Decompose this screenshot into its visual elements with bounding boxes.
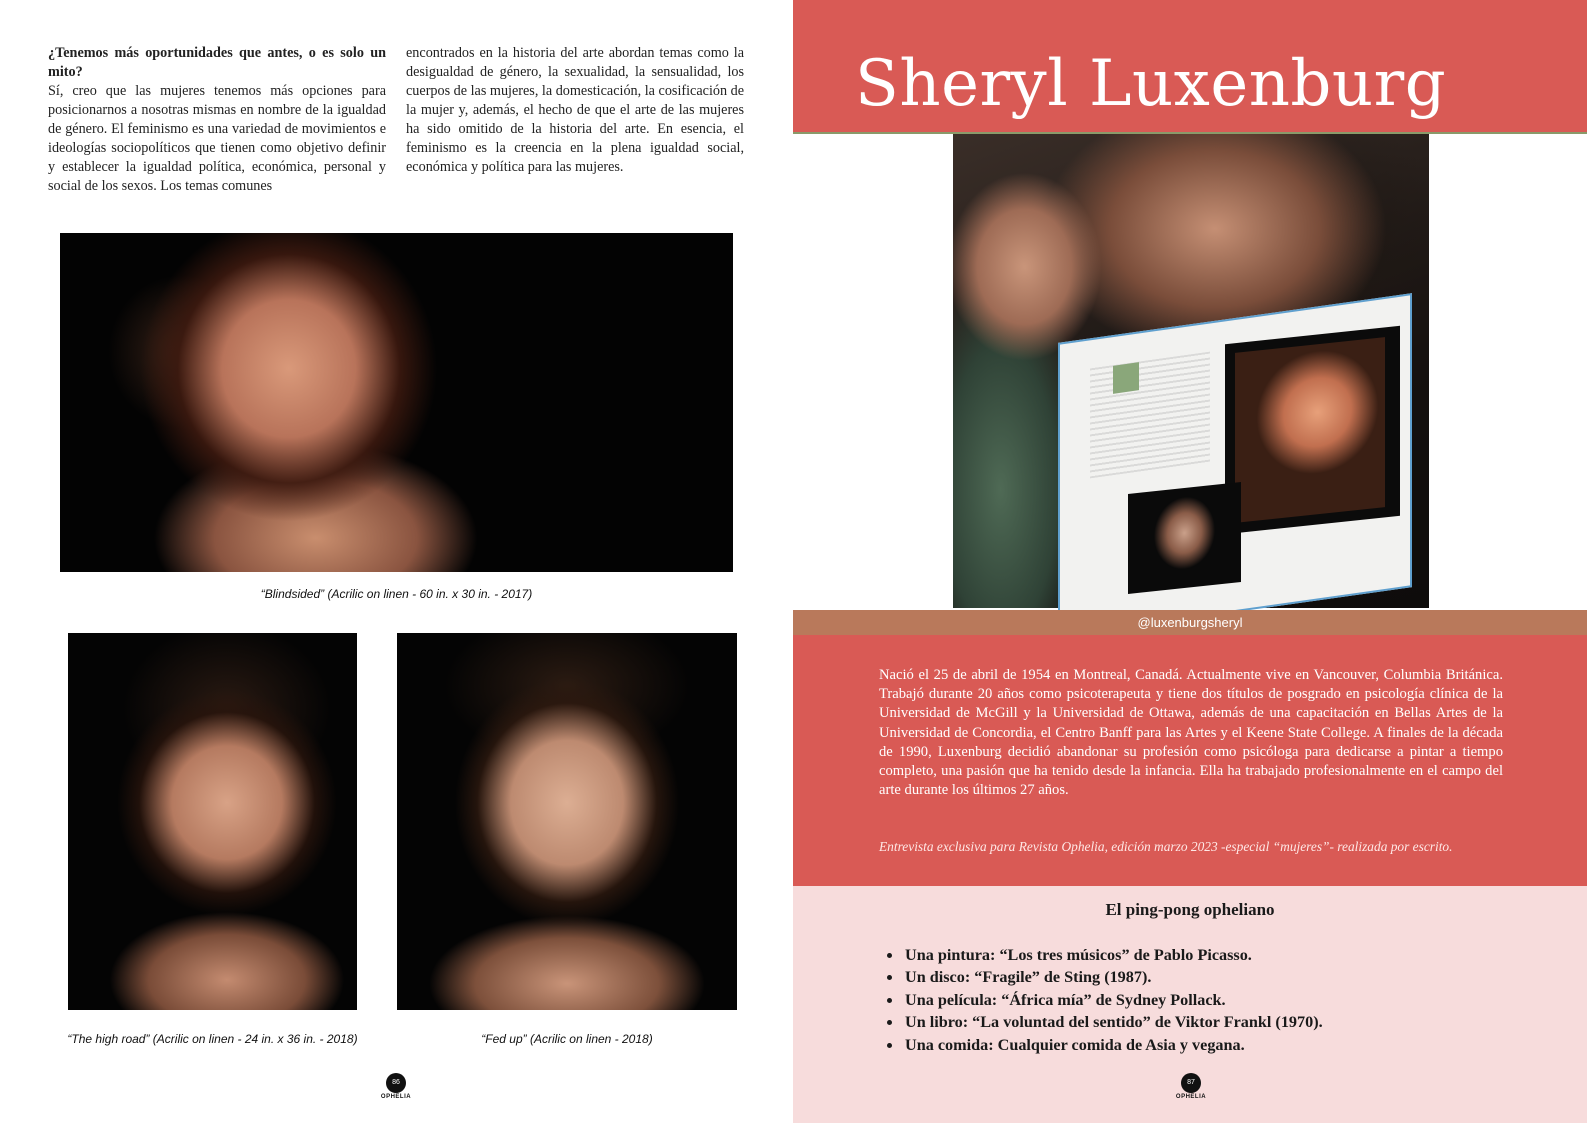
list-item: • Un disco: “Fragile” de Sting (1987). [903,966,1543,988]
page-number-left [376,1073,416,1100]
instagram-handle[interactable]: @luxenburgsheryl [1137,615,1243,630]
magazine-thumbnail [1113,362,1139,394]
magazine-small-painting [1128,482,1241,594]
ophelia-logo-icon: 87 [1181,1073,1201,1093]
ophelia-logo-icon: 86 [386,1073,406,1093]
magazine-text-lines [1090,352,1210,479]
artist-bio: Nació el 25 de abril de 1954 en Montreal, Canadá. Actualmente vive en Vancouver, Columbia Británica. Trabajó durante 20 años como psicoterapeuta y tiene dos títulos de posgrado en psicología clínica de la Universidad de McGill y la Universidad de Ottawa, además de una capacitación en Bellas Artes de la Universidad de Concordia, el Centro Banff para las Artes y el Keene State College. A finales de la década de 1990, Luxenburg decidió abandonar su profesión como psicóloga para dedicarse a pintar a tiempo completo, una pasión que ha tenido desde la infancia. Ella ha trabajado profesionalmente en el campo del arte durante los últimos 27 años. [879,667,1503,799]
artist-name-title: Sheryl Luxenburg [855,47,1447,121]
interview-answer-part-1: Sí, creo que las mujeres tenemos más opciones para posicionarnos a nosotras mismas en nombre de la igualdad de género. El feminismo es una variedad de movimientos e ideologías sociopolíticos que tienen como objetivo definir y establecer la igualdad política, económica, personal y social de los sexos. Los temas comunes [48,83,386,194]
interview-answer-part-2: encontrados en la historia del arte abordan temas como la desigualdad de género, la sexualidad, la sensualidad, los cuerpos de las mujeres, la domesticación, la cosificación de la mujer y, además, el hecho de que el arte de las mujeres ha sido omitido de la historia del arte. En esencia, el feminismo es la creencia en la plena igualdad social, económica y política para las mujeres. [406,45,745,175]
list-item: • Un libro: “La voluntad del sentido” de Viktor Frankl (1970). [903,1011,1543,1033]
painting-high-road-image [68,633,357,1010]
caption-high-road: “The high road” (Acrilic on linen - 24 in. x 36 in. - 2018) [67,1032,358,1046]
painting-fed-up-image [397,633,737,1010]
painting-blindsided-image [60,233,733,572]
interview-question: ¿Tenemos más oportunidades que antes, o es solo un mito? [48,45,386,80]
interview-note: Entrevista exclusiva para Revista Ophelia, edición marzo 2023 -especial “mujeres”- realizada por escrito. [879,839,1453,854]
list-item: • Una película: “África mía” de Sydney Pollack. [903,989,1543,1011]
page-number-right [1171,1073,1211,1100]
list-item: • Una comida: Cualquier comida de Asia y vegana. [903,1034,1543,1056]
interview-column-1 [48,44,386,196]
interview-column-2 [406,44,744,177]
pingpong-list [878,944,1543,1056]
pingpong-title: El ping-pong opheliano [1105,900,1275,919]
magazine-painting-face [1235,337,1385,523]
caption-blindsided: “Blindsided” (Acrilic on linen - 60 in. x 30 in. - 2017) [260,587,533,601]
ophelia-logo-label: OPHELIA [1175,1094,1207,1100]
caption-fed-up: “Fed up” (Acrilic on linen - 2018) [481,1032,653,1046]
ophelia-logo-label: OPHELIA [380,1094,412,1100]
list-item: • Una pintura: “Los tres músicos” de Pablo Picasso. [903,944,1543,966]
